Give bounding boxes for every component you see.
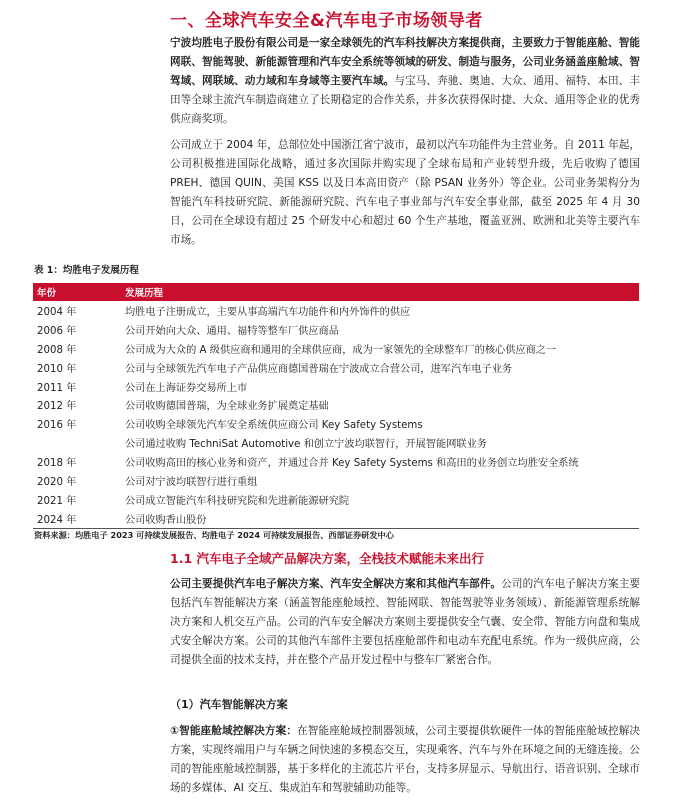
table-row xyxy=(33,358,639,377)
row-year: 2010 年 xyxy=(37,363,77,375)
products-rest: 公司的汽车电子解决方案主要包括汽车智能解决方案（涵盖智能座舱域控、智能网联、智能驾驶等业务领域）、新能源管理系统解决方案和人机交互产品。公司的汽车安全解决方案则主要提供安全气囊、安全带、智能方向盘和集成式安全解决方案。公司的其他汽车部件主要包括座舱部件和电动车充配电系统。作为一级供应商，公司提供全面的技术支持，并在整个产品开发过程中与整车厂紧密合作。 xyxy=(170,578,641,666)
subsub-title: （1）汽车智能解决方案 xyxy=(170,698,288,711)
row-year: 2006 年 xyxy=(37,325,77,337)
header-event: 发展历程 xyxy=(125,288,164,299)
row-event: 公司收购德国普瑞，为全球业务扩展奠定基础 xyxy=(125,401,329,413)
row-year: 2020 年 xyxy=(37,476,77,488)
header-year: 年份 xyxy=(37,288,57,299)
table-row xyxy=(33,320,639,339)
table-row xyxy=(33,433,639,452)
section-title: 一、全球汽车安全&汽车电子市场领导者 xyxy=(170,11,483,31)
cockpit-paragraph xyxy=(170,722,640,798)
intro-bold-lead: 宁波均胜电子股份有限公司是一家全球领先的汽车科技解决方案提供商，主要致力于智能座舱、智能网联、智能驾驶、新能源管理和汽车安全系统等领域的研发、制造与服务，公司业务涵盖座舱域、智驾域、网联域、动力域和车身域等主要汽车域。 xyxy=(170,37,640,87)
row-event: 公司收购全球领先汽车安全系统供应商公司 Key Safety Systems xyxy=(125,420,423,432)
table-row xyxy=(33,395,639,414)
development-history-table xyxy=(33,283,639,529)
row-year: 2016 年 xyxy=(37,420,77,432)
row-event: 公司收购高田的核心业务和资产，并通过合并 Key Safety Systems 和高田的业务创立均胜安全系统 xyxy=(125,458,579,470)
history-paragraph: 公司成立于 2004 年，总部位处中国浙江省宁波市，最初以汽车功能件为主营业务。自 2011 年起，公司积极推进国际化战略，通过多次国际并购实现了全球布局和产业转型升级，先后收购了德国 PREH、德国 QUIN、美国 KSS 以及日本高田资产（除 PSAN 业务外）等企业。公司业务架构分为智能汽车科技研究院、新能源研究院、汽车电子事业部与汽车安全事业部，截至 2025 年 4 月 30 日，公司在全球设有超过 25 个研发中心和超过 60 个生产基地，覆盖亚洲、欧洲和北美等主要汽车市场。 xyxy=(170,139,640,246)
row-event: 公司在上海证券交易所上市 xyxy=(125,382,248,394)
table-source: 资料来源：均胜电子 2023 可持续发展报告、均胜电子 2024 可持续发展报告、西部证券研发中心 xyxy=(34,530,394,540)
products-paragraph xyxy=(170,575,640,670)
row-year: 2008 年 xyxy=(37,344,77,356)
row-event: 公司对宁波均联智行进行重组 xyxy=(125,476,258,488)
row-event: 公司成立智能汽车科技研究院和先进新能源研究院 xyxy=(125,495,350,507)
row-year xyxy=(33,433,119,452)
row-year: 2024 年 xyxy=(33,509,119,528)
row-event: 公司通过收购 TechniSat Automotive 和创立宁波均联智行，开展智能网联业务 xyxy=(125,439,487,451)
row-event: 均胜电子注册成立，主要从事高端汽车功能件和内外饰件的供应 xyxy=(125,306,411,318)
row-event: 公司开始向大众、通用、福特等整车厂供应商品 xyxy=(125,325,339,337)
table-row xyxy=(33,377,639,396)
row-year: 2004 年 xyxy=(37,306,77,318)
table-header-row xyxy=(33,283,639,301)
row-event: 公司成为大众的 A 级供应商和通用的全球供应商，成为一家领先的全球整车厂的核心供应商之一 xyxy=(125,344,557,356)
row-year: 2021 年 xyxy=(37,495,77,507)
row-event: 公司与全球领先汽车电子产品供应商德国普瑞在宁波成立合营公司，进军汽车电子业务 xyxy=(125,363,513,375)
products-bold-lead: 公司主要提供汽车电子解决方案、汽车安全解决方案和其他汽车部件。 xyxy=(170,578,502,590)
table-row xyxy=(33,490,639,509)
cockpit-bold-lead: ①智能座舱域控解决方案： xyxy=(170,725,298,737)
table-row xyxy=(33,471,639,490)
table-row xyxy=(33,339,639,358)
row-year: 2012 年 xyxy=(37,401,77,413)
table-row xyxy=(33,301,639,320)
subsection-title: 1.1 汽车电子全域产品解决方案，全栈技术赋能未来出行 xyxy=(170,551,484,566)
intro-rest: 与宝马、奔驰、奥迪、大众、通用、福特、本田、丰田等全球主流汽车制造商建立了长期稳定的合作关系，并多次获得保时捷、大众、通用等企业的优秀供应商奖项。 xyxy=(170,75,640,125)
table-row xyxy=(33,509,639,528)
row-year: 2018 年 xyxy=(37,458,77,470)
row-year: 2011 年 xyxy=(37,382,77,394)
intro-paragraph xyxy=(170,34,640,129)
table-row xyxy=(33,452,639,471)
row-event: 公司收购香山股份 xyxy=(119,509,639,528)
table-row xyxy=(33,414,639,433)
cockpit-rest: 在智能座舱域控制器领域，公司主要提供软硬件一体的智能座舱域控解决方案，实现终端用户与车辆之间快速的多模态交互，实现乘客、汽车与外在环境之间的无缝连接。公司的智能座舱域控制器，基于多样化的主流芯片平台，支持多屏显示、导航出行、语音识别、全球市场的多媒体、AI 交互、集成泊车和驾驶辅助功能等。 xyxy=(170,725,641,794)
table-title: 表 1：均胜电子发展历程 xyxy=(34,265,139,276)
